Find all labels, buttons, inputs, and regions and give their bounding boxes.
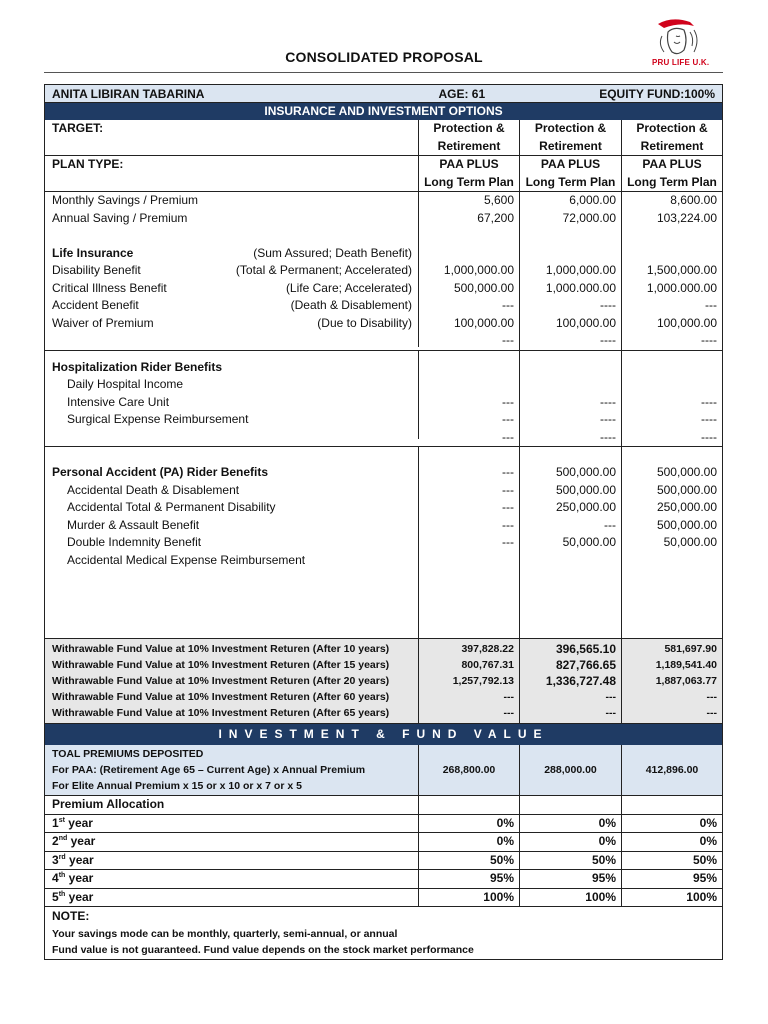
target-value: Protection & Retirement: [419, 120, 520, 155]
cell-value: 1,000.000.00: [646, 280, 717, 295]
year-number: 3: [52, 852, 59, 867]
cell-value: 6,000.00: [569, 193, 616, 207]
total-line: For Elite Annual Premium x 15 or x 10 or x 7 or x 5: [52, 780, 302, 792]
life-label: Critical Illness Benefit: [52, 280, 167, 295]
cell-value: 1,000,000.00: [545, 263, 616, 277]
cell-value: ---: [605, 691, 616, 703]
life-note: (Sum Assured; Death Benefit): [253, 245, 412, 260]
hosp-item: Surgical Expense Reimbursement: [67, 412, 249, 426]
cell-value: ---: [502, 465, 514, 479]
plan-term: Long Term Plan: [424, 174, 514, 189]
client-header: [44, 84, 723, 103]
cell-value: 72,000.00: [562, 210, 616, 225]
plan-term: Long Term Plan: [525, 174, 616, 189]
cell-value: ---: [502, 535, 514, 549]
client-fund: EQUITY FUND:100%: [599, 87, 715, 101]
pa-item: Accidental Total & Permanent Disability: [67, 500, 276, 514]
cell-value: ---: [502, 482, 514, 497]
client-age: AGE: 61: [438, 87, 486, 101]
logo-text: PRU LIFE U.K.: [652, 58, 710, 67]
cell-value: 288,000.00: [520, 745, 622, 795]
cell-value: ---: [706, 707, 717, 719]
cell-value: 50%: [419, 852, 520, 870]
cell-value: ---: [503, 691, 514, 703]
cell-value: 397,828.22: [461, 643, 514, 655]
cell-value: 500,000.00: [555, 482, 616, 497]
life-note: (Life Care; Accelerated): [285, 280, 412, 295]
life-note: (Death & Disablement): [290, 298, 412, 312]
cell-value: 95%: [419, 870, 520, 888]
cell-value: ---: [502, 394, 514, 409]
cell-value: 100,000.00: [555, 315, 616, 330]
cell-value: 8,600.00: [670, 193, 717, 207]
hosp-item: Intensive Care Unit: [67, 394, 170, 409]
cell-value: 412,896.00: [645, 764, 699, 776]
hospitalization-block: [44, 351, 723, 448]
allocation-row: [44, 815, 723, 834]
cell-value: ----: [600, 412, 616, 426]
cell-value: ---: [502, 517, 514, 532]
cell-value: 396,565.10: [555, 642, 616, 656]
premium-label: Monthly Savings / Premium: [52, 193, 199, 207]
proposal-table: [44, 84, 723, 960]
fund-value-block: [44, 639, 723, 724]
cell-value: ---: [502, 429, 514, 444]
life-label: Disability Benefit: [52, 263, 141, 277]
cell-value: ----: [701, 333, 717, 347]
cell-value: 50%: [520, 852, 622, 870]
plan-type-value: [419, 156, 520, 191]
pa-title: Personal Accident (PA) Rider Benefits: [52, 465, 269, 479]
cell-value: ---: [604, 517, 616, 532]
fund-label: Withrawable Fund Value at 10% Investment Returen (After 60 years): [52, 691, 390, 703]
hosp-title: Hospitalization Rider Benefits: [52, 359, 223, 374]
cell-value: 0%: [419, 815, 520, 833]
total-line: TOAL PREMIUMS DEPOSITED: [52, 748, 204, 760]
cell-value: 1,000,000.00: [443, 263, 514, 277]
cell-value: 0%: [699, 815, 717, 830]
plan-name: PAA PLUS: [642, 157, 702, 171]
cell-value: ---: [502, 333, 514, 347]
cell-value: 50,000.00: [562, 535, 616, 549]
hosp-item: Daily Hospital Income: [67, 377, 184, 391]
life-note: (Total & Permanent; Accelerated): [235, 263, 412, 277]
year-number: 2: [52, 834, 59, 848]
cell-value: 500,000.00: [656, 517, 717, 532]
plan-type-value: [622, 156, 722, 191]
fund-label: Withrawable Fund Value at 10% Investment Returen (After 20 years): [52, 675, 390, 687]
cell-value: ---: [502, 500, 514, 514]
cell-value: 500,000.00: [656, 465, 717, 479]
life-note: (Due to Disability): [317, 315, 412, 330]
note-line: Your savings mode can be monthly, quarterly, semi-annual, or annual: [52, 927, 398, 940]
cell-value: 581,697.90: [664, 643, 717, 655]
cell-value: 100,000.00: [656, 315, 717, 330]
cell-value: ----: [600, 394, 616, 409]
page-title: CONSOLIDATED PROPOSAL: [285, 49, 483, 65]
cell-value: 1,887,063.77: [655, 675, 717, 687]
total-line: For PAA: (Retirement Age 65 – Current Age) x Annual Premium: [52, 764, 366, 776]
cell-value: 67,200: [477, 210, 514, 225]
note-line: Fund value is not guaranteed. Fund value depends on the stock market performance: [52, 943, 474, 956]
section-insurance-title: INSURANCE AND INVESTMENT OPTIONS: [44, 103, 723, 120]
cell-value: 500,000.00: [656, 482, 717, 497]
cell-value: 250,000.00: [555, 500, 616, 514]
premium-label: Annual Saving / Premium: [52, 210, 188, 225]
client-name: ANITA LIBIRAN TABARINA: [52, 87, 205, 101]
plan-name: PAA PLUS: [540, 157, 601, 171]
cell-value: 1,000.000.00: [545, 280, 616, 295]
year-word: year: [69, 852, 94, 867]
personal-accident-block: [44, 447, 723, 639]
cell-value: 250,000.00: [656, 500, 717, 514]
target-label: TARGET:: [45, 120, 419, 155]
fund-label: Withrawable Fund Value at 10% Investment Returen (After 15 years): [52, 659, 390, 671]
pa-item: Murder & Assault Benefit: [67, 517, 200, 532]
cell-value: 1,257,792.13: [452, 675, 514, 687]
life-label: Accident Benefit: [52, 298, 139, 312]
cell-value: 0%: [699, 834, 717, 848]
year-word: year: [68, 889, 94, 904]
cell-value: 95%: [520, 870, 622, 888]
note-block: [44, 907, 723, 960]
cell-value: 0%: [419, 833, 520, 851]
cell-value: 100%: [520, 889, 622, 907]
plan-type-row: [44, 156, 723, 192]
cell-value: 827,766.65: [555, 658, 616, 672]
cell-value: ----: [701, 394, 717, 409]
fund-label: Withrawable Fund Value at 10% Investment Returen (After 65 years): [52, 707, 390, 719]
cell-value: 100%: [419, 889, 520, 907]
year-word: year: [68, 815, 93, 830]
year-suffix: st: [58, 816, 65, 824]
year-suffix: rd: [58, 853, 66, 861]
cell-value: 100%: [686, 889, 717, 904]
allocation-row: [44, 889, 723, 908]
cell-value: 1,189,541.40: [655, 659, 717, 671]
pa-item: Double Indemnity Benefit: [67, 535, 202, 549]
cell-value: 500,000.00: [555, 465, 616, 479]
year-word: year: [68, 871, 94, 885]
title-divider: [44, 72, 723, 73]
plan-term: Long Term Plan: [627, 174, 717, 189]
cell-value: ---: [502, 412, 514, 426]
plan-type-label: PLAN TYPE:: [45, 156, 419, 191]
total-premiums-row: [44, 745, 723, 796]
allocation-row: [44, 833, 723, 852]
cell-value: ---: [502, 298, 514, 312]
year-number: 4: [52, 871, 59, 885]
pa-item: Accidental Medical Expense Reimbursement: [67, 552, 306, 567]
plan-type-value: [520, 156, 622, 191]
allocation-title-row: [44, 796, 723, 815]
year-suffix: th: [58, 872, 66, 879]
plan-name: PAA PLUS: [439, 157, 499, 171]
cell-value: ---: [706, 691, 717, 703]
year-number: 5: [52, 889, 59, 904]
cell-value: ----: [701, 429, 717, 444]
cell-value: 50%: [692, 852, 717, 867]
cell-value: 100,000.00: [453, 315, 514, 330]
cell-value: ----: [600, 429, 616, 444]
cell-value: ---: [705, 298, 717, 312]
target-row: [44, 120, 723, 156]
year-suffix: nd: [58, 835, 68, 842]
cell-value: ---: [605, 707, 616, 719]
fund-label: Withrawable Fund Value at 10% Investment Returen (After 10 years): [52, 643, 390, 655]
allocation-row: [44, 852, 723, 871]
cell-value: 800,767.31: [461, 659, 514, 671]
target-value: Protection & Retirement: [520, 120, 622, 155]
life-label: Life Insurance: [52, 245, 134, 260]
target-value: Protection & Retirement: [636, 121, 708, 153]
cell-value: ---: [503, 707, 514, 719]
allocation-row: [44, 870, 723, 889]
cell-value: 50,000.00: [663, 535, 717, 549]
section-investment-title: INVESTMENT & FUND VALUE: [44, 724, 723, 745]
cell-value: 5,600: [483, 193, 514, 207]
cell-value: 1,500,000.00: [646, 263, 717, 277]
year-suffix: th: [58, 890, 66, 898]
cell-value: ----: [600, 333, 616, 347]
life-label: Waiver of Premium: [52, 315, 154, 330]
cell-value: 0%: [520, 815, 622, 833]
year-word: year: [70, 834, 96, 848]
note-title: NOTE:: [52, 909, 90, 923]
cell-value: 0%: [520, 833, 622, 851]
cell-value: 268,800.00: [419, 745, 520, 795]
cell-value: 500,000.00: [453, 280, 514, 295]
pa-item: Accidental Death & Disablement: [67, 482, 240, 497]
year-number: 1: [52, 815, 59, 830]
cell-value: 95%: [692, 871, 717, 885]
cell-value: ----: [701, 412, 717, 426]
allocation-title: Premium Allocation: [45, 796, 419, 814]
cell-value: 103,224.00: [656, 210, 717, 225]
cell-value: 1,336,727.48: [545, 674, 616, 688]
cell-value: ----: [600, 298, 616, 312]
premium-life-block: [44, 192, 723, 351]
